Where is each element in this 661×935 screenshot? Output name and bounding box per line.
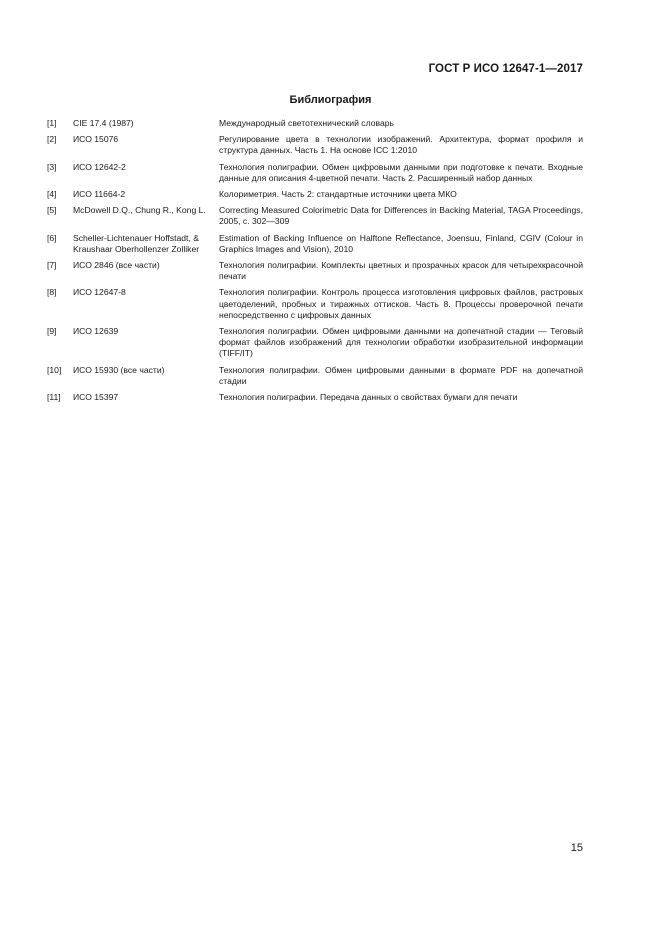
entry-source: ИСО 12642-2	[73, 161, 126, 172]
bibliography-entry	[47, 233, 583, 255]
bibliography-entry	[47, 118, 583, 129]
entry-description: Технология полиграфии. Передача данных о свойствах бумаги для печати	[219, 392, 518, 403]
entry-source: ИСО 15076	[73, 134, 119, 145]
entry-number: [11]	[47, 392, 61, 403]
entry-description: Технология полиграфии. Обмен цифровыми данными на допечатной стадии — Теговый формат файлов изображений для технологии обработки изобразительной информации (TIFF/IT)	[219, 326, 583, 359]
entry-description: Колориметрия. Часть 2: стандартные источники цвета МКО	[219, 189, 457, 200]
entry-description: Технология полиграфии. Обмен цифровыми данными в формате PDF на допечатной стадии	[219, 364, 583, 386]
entry-source: ИСО 11664-2	[73, 189, 126, 200]
entry-number: [3]	[47, 161, 57, 172]
entry-number: [8]	[47, 287, 57, 298]
entry-source: ИСО 2846 (все части)	[73, 260, 160, 271]
entry-source: CIE 17.4 (1987)	[73, 118, 134, 128]
entry-description: Технология полиграфии. Комплекты цветных и прозрачных красок для четырехкрасочной печати	[219, 260, 583, 282]
bibliography-list	[47, 118, 583, 408]
bibliography-title: Библиография	[289, 94, 372, 106]
document-code: ГОСТ Р ИСО 12647-1—2017	[428, 63, 583, 75]
entry-description: Estimation of Backing Influence on Halftone Reflectance, Joensuu, Finland, CGIV (Colour in Graphics Images and Vision), 2010	[219, 232, 583, 254]
bibliography-entry	[47, 392, 583, 403]
bibliography-entry	[47, 326, 583, 360]
entry-description: Correcting Measured Colorimetric Data for Differences in Backing Material, TAGA Proceedings, 2005, с. 302—309	[219, 205, 583, 227]
entry-number: [7]	[47, 260, 57, 271]
bibliography-entry	[47, 287, 583, 321]
entry-number: [9]	[47, 326, 57, 337]
entry-number: [6]	[47, 232, 57, 243]
entry-number: [4]	[47, 189, 57, 200]
entry-description: Технология полиграфии. Контроль процесса изготовления цифровых файлов, растровых цветоделений, пробных и тиражных оттисков. Часть 8. Процессы проверочной печати непосредственно с цифровых данных	[219, 287, 583, 320]
bibliography-entry	[47, 189, 583, 200]
entry-number: [2]	[47, 134, 57, 145]
entry-source: Scheller-Lichtenauer Hoffstadt, & Kraushaar Oberhollenzer Zolliker	[73, 232, 200, 254]
bibliography-entry	[47, 205, 583, 227]
bibliography-entry	[47, 134, 583, 156]
entry-number: [5]	[47, 205, 57, 216]
entry-description: Международный светотехнический словарь	[219, 118, 394, 128]
bibliography-entry	[47, 162, 583, 184]
bibliography-entry	[47, 260, 583, 282]
entry-source: ИСО 12639	[73, 326, 119, 337]
page-number: 15	[570, 842, 583, 854]
entry-source: McDowell D.Q., Chung R., Kong L.	[73, 205, 206, 216]
entry-source: ИСО 15397	[73, 392, 119, 403]
bibliography-entry	[47, 365, 583, 387]
entry-description: Регулирование цвета в технологии изображений. Архитектура, формат профиля и структура данных. Часть 1. На основе ICC 1:2010	[219, 134, 583, 156]
entry-source: ИСО 15930 (все части)	[73, 364, 165, 375]
entry-description: Технология полиграфии. Обмен цифровыми данными при подготовке к печати. Входные данные для описания 4-цветной печати. Часть 2. Расширенный набор данных	[219, 161, 583, 183]
entry-number: [10]	[47, 364, 62, 375]
entry-source: ИСО 12647-8	[73, 287, 126, 298]
entry-number: [1]	[47, 118, 57, 128]
